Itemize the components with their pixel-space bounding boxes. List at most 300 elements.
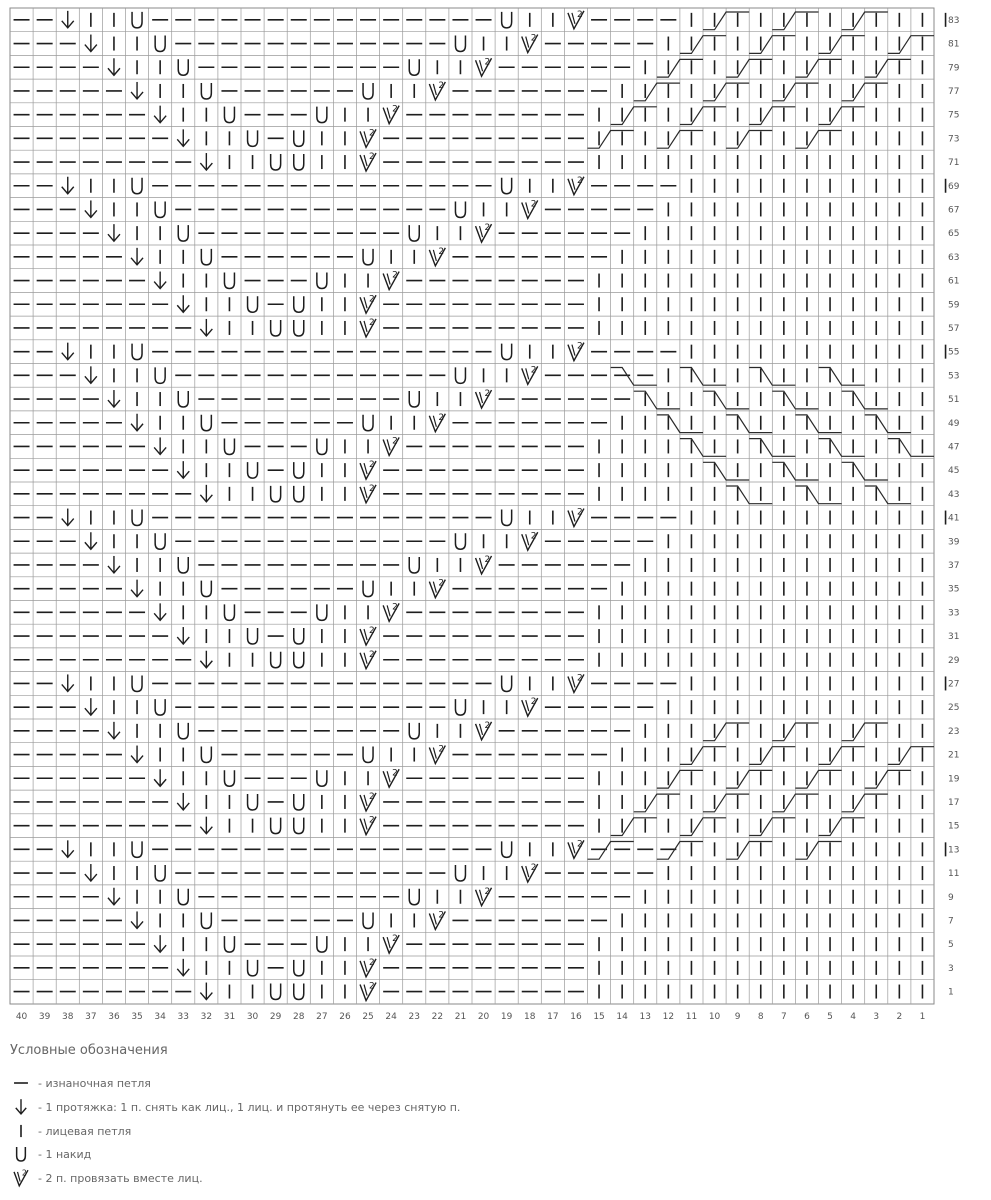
row-number: 53 bbox=[948, 371, 960, 382]
column-number: 13 bbox=[639, 1012, 651, 1022]
row-number: 1 bbox=[948, 987, 954, 998]
column-number: 7 bbox=[780, 1012, 787, 1022]
stitch-yarn-over bbox=[201, 581, 211, 597]
stitch-yarn-over bbox=[409, 59, 419, 75]
row-number: 21 bbox=[948, 750, 960, 761]
svg-text:2: 2 bbox=[369, 815, 375, 826]
stitch-yarn-over bbox=[248, 462, 258, 478]
stitch-yarn-over bbox=[224, 438, 234, 454]
stitch-k2tog bbox=[568, 839, 584, 858]
stitch-slip-pass bbox=[200, 817, 212, 834]
column-number: 12 bbox=[662, 1012, 675, 1022]
row-number: 3 bbox=[948, 963, 954, 974]
stitch-yarn-over bbox=[271, 818, 281, 834]
column-number: 34 bbox=[154, 1012, 166, 1022]
stitch-slip-pass bbox=[85, 200, 97, 217]
row-number: 39 bbox=[948, 537, 960, 548]
legend-item-purl bbox=[10, 1072, 151, 1094]
chart-symbols bbox=[14, 10, 946, 1001]
stitch-k2tog bbox=[360, 294, 376, 313]
svg-text:2: 2 bbox=[369, 152, 375, 163]
stitch-slip-pass bbox=[62, 11, 74, 28]
stitch-slip-pass bbox=[108, 722, 120, 739]
stitch-yarn-over bbox=[155, 201, 165, 217]
stitch-yarn-over bbox=[409, 391, 419, 407]
column-number: 23 bbox=[408, 1012, 420, 1022]
stitch-slip-pass bbox=[177, 793, 189, 810]
stitch-k2tog bbox=[360, 460, 376, 479]
stitch-slip-pass bbox=[154, 603, 166, 620]
row-number: 13 bbox=[948, 845, 960, 856]
stitch-yarn-over bbox=[178, 889, 188, 905]
row-number: 23 bbox=[948, 726, 960, 737]
row-number: 71 bbox=[948, 158, 960, 169]
svg-text:2: 2 bbox=[576, 9, 583, 20]
stitch-yarn-over bbox=[132, 344, 142, 360]
legend-text: - 1 протяжка: 1 п. снять как лиц., 1 лиц. и протянуть ее через снятую п. bbox=[38, 1100, 461, 1114]
stitch-yarn-over bbox=[201, 415, 211, 431]
stitch-yarn-over bbox=[201, 747, 211, 763]
stitch-yarn-over bbox=[455, 865, 465, 881]
stitch-yarn-over bbox=[502, 841, 512, 857]
stitch-yarn-over bbox=[363, 249, 373, 265]
stitch-slip-pass bbox=[200, 153, 212, 170]
stitch-yarn-over bbox=[294, 652, 304, 668]
stitch-k2tog bbox=[522, 34, 538, 53]
stitch-slip-pass bbox=[154, 106, 166, 123]
stitch-slip-pass bbox=[154, 437, 166, 454]
stitch-yarn-over bbox=[455, 367, 465, 383]
stitch-yarn-over bbox=[155, 36, 165, 52]
row-number: 77 bbox=[948, 86, 960, 97]
stitch-k2tog bbox=[383, 271, 399, 290]
stitch-k2tog bbox=[383, 105, 399, 124]
row-number: 65 bbox=[948, 229, 960, 240]
row-number: 79 bbox=[948, 63, 960, 74]
column-number: 38 bbox=[62, 1012, 74, 1022]
slip-pass-icon bbox=[10, 1096, 32, 1118]
stitch-yarn-over bbox=[155, 699, 165, 715]
stitch-yarn-over bbox=[248, 960, 258, 976]
column-number: 30 bbox=[246, 1012, 259, 1022]
column-number: 24 bbox=[385, 1012, 397, 1022]
stitch-yarn-over bbox=[294, 628, 304, 644]
stitch-slip-pass bbox=[177, 129, 189, 146]
column-number: 4 bbox=[850, 1012, 857, 1022]
row-number: 73 bbox=[948, 134, 960, 145]
svg-text:2: 2 bbox=[484, 389, 491, 400]
svg-text:2: 2 bbox=[369, 294, 375, 305]
row-number: 45 bbox=[948, 466, 960, 477]
stitch-k2tog bbox=[360, 792, 376, 811]
stitch-yarn-over bbox=[271, 154, 281, 170]
svg-text:2: 2 bbox=[369, 626, 375, 637]
stitch-yarn-over bbox=[224, 936, 234, 952]
row-number: 37 bbox=[948, 560, 960, 571]
stitch-yarn-over bbox=[294, 984, 304, 1000]
svg-text:2: 2 bbox=[438, 246, 445, 257]
stitch-slip-pass bbox=[131, 580, 143, 597]
stitch-slip-pass bbox=[85, 532, 97, 549]
stitch-yarn-over bbox=[132, 12, 142, 28]
row-number: 15 bbox=[948, 821, 960, 832]
stitch-slip-pass bbox=[200, 651, 212, 668]
svg-text:2: 2 bbox=[369, 791, 375, 802]
svg-text:2: 2 bbox=[392, 768, 398, 779]
stitch-k2tog bbox=[360, 982, 376, 1001]
column-number: 31 bbox=[223, 1012, 236, 1022]
column-number: 5 bbox=[827, 1012, 833, 1022]
stitch-yarn-over bbox=[363, 415, 373, 431]
column-number: 25 bbox=[362, 1012, 374, 1022]
column-number: 40 bbox=[15, 1012, 28, 1022]
stitch-yarn-over bbox=[224, 604, 234, 620]
legend-text: - изнаночная петля bbox=[38, 1076, 151, 1090]
stitch-k2tog bbox=[429, 81, 445, 100]
row-number: 31 bbox=[948, 632, 960, 643]
stitch-yarn-over bbox=[132, 510, 142, 526]
row-number: 81 bbox=[948, 39, 960, 50]
stitch-yarn-over bbox=[294, 486, 304, 502]
stitch-yarn-over bbox=[178, 59, 188, 75]
column-number: 14 bbox=[616, 1012, 628, 1022]
stitch-yarn-over bbox=[132, 178, 142, 194]
stitch-slip-pass bbox=[85, 35, 97, 52]
row-number: 75 bbox=[948, 110, 960, 121]
column-number: 1 bbox=[919, 1012, 926, 1022]
svg-text:2: 2 bbox=[530, 365, 537, 376]
stitch-yarn-over bbox=[317, 604, 327, 620]
column-number: 36 bbox=[108, 1012, 120, 1022]
stitch-slip-pass bbox=[200, 485, 212, 502]
stitch-yarn-over bbox=[502, 675, 512, 691]
stitch-yarn-over bbox=[317, 438, 327, 454]
column-number: 17 bbox=[547, 1012, 559, 1022]
svg-text:2: 2 bbox=[438, 80, 445, 91]
stitch-k2tog bbox=[476, 721, 492, 740]
row-number: 25 bbox=[948, 703, 960, 714]
column-number: 3 bbox=[873, 1012, 880, 1022]
row-numbers bbox=[948, 16, 960, 998]
row-number: 67 bbox=[948, 205, 960, 216]
stitch-slip-pass bbox=[85, 366, 97, 383]
stitch-k2tog bbox=[383, 934, 399, 953]
stitch-k2tog bbox=[360, 484, 376, 503]
stitch-yarn-over bbox=[155, 367, 165, 383]
stitch-yarn-over bbox=[178, 723, 188, 739]
stitch-yarn-over bbox=[132, 841, 142, 857]
stitch-slip-pass bbox=[131, 911, 143, 928]
stitch-yarn-over bbox=[248, 628, 258, 644]
stitch-yarn-over bbox=[294, 130, 304, 146]
svg-text:2: 2 bbox=[576, 341, 583, 352]
svg-text:2: 2 bbox=[369, 483, 375, 494]
stitch-yarn-over bbox=[178, 225, 188, 241]
row-number: 59 bbox=[948, 300, 960, 311]
stitch-slip-pass bbox=[85, 864, 97, 881]
svg-text:2: 2 bbox=[530, 697, 537, 708]
row-number: 33 bbox=[948, 608, 960, 619]
stitch-slip-pass bbox=[108, 224, 120, 241]
column-number: 8 bbox=[757, 1012, 764, 1022]
stitch-yarn-over bbox=[178, 557, 188, 573]
stitch-k2tog bbox=[360, 816, 376, 835]
stitch-k2tog bbox=[476, 389, 492, 408]
legend-item-k2tog bbox=[10, 1167, 203, 1189]
stitch-slip-pass bbox=[200, 319, 212, 336]
stitch-yarn-over bbox=[317, 273, 327, 289]
column-number: 27 bbox=[316, 1012, 328, 1022]
svg-text:2: 2 bbox=[369, 128, 375, 139]
stitch-yarn-over bbox=[224, 107, 234, 123]
row-number: 63 bbox=[948, 252, 960, 263]
stitch-yarn-over bbox=[294, 818, 304, 834]
stitch-yarn-over bbox=[409, 557, 419, 573]
stitch-slip-pass bbox=[131, 248, 143, 265]
svg-text:2: 2 bbox=[392, 436, 398, 447]
column-number: 26 bbox=[339, 1012, 351, 1022]
stitch-yarn-over bbox=[317, 936, 327, 952]
stitch-yarn-over bbox=[294, 296, 304, 312]
stitch-yarn-over bbox=[294, 320, 304, 336]
row-number: 27 bbox=[948, 679, 960, 690]
column-number: 9 bbox=[734, 1012, 741, 1022]
svg-text:2: 2 bbox=[530, 863, 537, 874]
column-number: 10 bbox=[708, 1012, 721, 1022]
row-number: 35 bbox=[948, 584, 960, 595]
svg-text:2: 2 bbox=[369, 317, 375, 328]
column-number: 18 bbox=[524, 1012, 536, 1022]
legend-text: - 2 п. провязать вместе лиц. bbox=[38, 1171, 203, 1185]
stitch-yarn-over bbox=[502, 178, 512, 194]
stitch-yarn-over bbox=[455, 201, 465, 217]
stitch-k2tog bbox=[568, 10, 584, 29]
svg-text:2: 2 bbox=[530, 199, 537, 210]
column-number: 35 bbox=[131, 1012, 143, 1022]
row-number: 41 bbox=[948, 513, 960, 524]
stitch-slip-pass bbox=[177, 959, 189, 976]
stitch-yarn-over bbox=[455, 699, 465, 715]
column-number: 20 bbox=[477, 1012, 490, 1022]
stitch-k2tog bbox=[476, 555, 492, 574]
stitch-k2tog bbox=[522, 697, 538, 716]
stitch-yarn-over bbox=[224, 273, 234, 289]
stitch-k2tog bbox=[476, 223, 492, 242]
stitch-slip-pass bbox=[62, 840, 74, 857]
stitch-k2tog bbox=[383, 436, 399, 455]
knit-icon bbox=[10, 1120, 32, 1142]
stitch-slip-pass bbox=[108, 556, 120, 573]
svg-text:2: 2 bbox=[392, 602, 398, 613]
stitch-k2tog bbox=[360, 650, 376, 669]
stitch-yarn-over bbox=[455, 533, 465, 549]
purl-icon bbox=[10, 1072, 32, 1094]
chart-grid bbox=[10, 8, 934, 1003]
stitch-yarn-over bbox=[201, 83, 211, 99]
stitch-k2tog bbox=[476, 57, 492, 76]
stitch-yarn-over bbox=[455, 36, 465, 52]
legend-text: - лицевая петля bbox=[38, 1124, 132, 1138]
stitch-yarn-over bbox=[363, 912, 373, 928]
row-number: 19 bbox=[948, 774, 960, 785]
stitch-yarn-over bbox=[271, 320, 281, 336]
column-number: 11 bbox=[685, 1012, 698, 1022]
row-number: 47 bbox=[948, 442, 960, 453]
column-number: 39 bbox=[38, 1012, 51, 1022]
row-number: 29 bbox=[948, 655, 960, 666]
stitch-k2tog bbox=[568, 176, 584, 195]
column-number: 15 bbox=[593, 1012, 605, 1022]
stitch-yarn-over bbox=[155, 533, 165, 549]
stitch-slip-pass bbox=[154, 769, 166, 786]
row-number: 5 bbox=[948, 940, 954, 951]
stitch-k2tog bbox=[476, 887, 492, 906]
stitch-k2tog bbox=[360, 128, 376, 147]
stitch-slip-pass bbox=[154, 272, 166, 289]
stitch-yarn-over bbox=[502, 510, 512, 526]
column-number: 37 bbox=[85, 1012, 97, 1022]
svg-text:2: 2 bbox=[484, 57, 491, 68]
stitch-yarn-over bbox=[271, 984, 281, 1000]
svg-text:2: 2 bbox=[576, 673, 583, 684]
yarn-over-icon bbox=[10, 1143, 32, 1165]
svg-text:2: 2 bbox=[369, 957, 375, 968]
stitch-yarn-over bbox=[294, 154, 304, 170]
svg-text:2: 2 bbox=[21, 1168, 27, 1178]
stitch-slip-pass bbox=[62, 674, 74, 691]
stitch-slip-pass bbox=[85, 698, 97, 715]
stitch-k2tog bbox=[522, 199, 538, 218]
stitch-yarn-over bbox=[363, 747, 373, 763]
stitch-yarn-over bbox=[178, 391, 188, 407]
row-number: 55 bbox=[948, 347, 960, 358]
column-number: 6 bbox=[804, 1012, 810, 1022]
column-numbers bbox=[16, 1012, 925, 1022]
svg-text:2: 2 bbox=[484, 223, 491, 234]
stitch-yarn-over bbox=[248, 794, 258, 810]
stitch-slip-pass bbox=[108, 58, 120, 75]
stitch-k2tog bbox=[522, 531, 538, 550]
column-number: 2 bbox=[896, 1012, 903, 1022]
row-number: 17 bbox=[948, 797, 960, 808]
stitch-k2tog bbox=[429, 247, 445, 266]
svg-text:2: 2 bbox=[530, 531, 537, 542]
stitch-slip-pass bbox=[108, 888, 120, 905]
legend-title: Условные обозначения bbox=[10, 1043, 168, 1058]
stitch-yarn-over bbox=[271, 652, 281, 668]
svg-text:2: 2 bbox=[438, 412, 445, 423]
svg-text:2: 2 bbox=[369, 649, 375, 660]
stitch-slip-pass bbox=[200, 983, 212, 1000]
svg-text:2: 2 bbox=[438, 744, 445, 755]
stitch-yarn-over bbox=[363, 581, 373, 597]
stitch-yarn-over bbox=[248, 130, 258, 146]
stitch-yarn-over bbox=[271, 486, 281, 502]
stitch-yarn-over bbox=[248, 296, 258, 312]
row-number: 49 bbox=[948, 418, 960, 429]
stitch-slip-pass bbox=[131, 414, 143, 431]
stitch-yarn-over bbox=[294, 794, 304, 810]
svg-text:2: 2 bbox=[576, 507, 583, 518]
stitch-k2tog bbox=[383, 768, 399, 787]
column-number: 22 bbox=[431, 1012, 444, 1022]
stitch-k2tog bbox=[568, 673, 584, 692]
stitch-k2tog bbox=[429, 745, 445, 764]
column-number: 19 bbox=[500, 1012, 513, 1022]
stitch-k2tog bbox=[429, 413, 445, 432]
row-number: 11 bbox=[948, 869, 960, 880]
svg-text:2: 2 bbox=[369, 981, 375, 992]
row-number: 43 bbox=[948, 489, 960, 500]
stitch-k2tog bbox=[360, 958, 376, 977]
row-number: 7 bbox=[948, 916, 954, 927]
svg-text:2: 2 bbox=[484, 886, 491, 897]
stitch-yarn-over bbox=[224, 770, 234, 786]
stitch-yarn-over bbox=[132, 675, 142, 691]
column-number: 32 bbox=[200, 1012, 213, 1022]
stitch-yarn-over bbox=[317, 107, 327, 123]
stitch-slip-pass bbox=[62, 177, 74, 194]
svg-text:2: 2 bbox=[484, 554, 491, 565]
stitch-yarn-over bbox=[317, 770, 327, 786]
svg-text:2: 2 bbox=[392, 270, 398, 281]
svg-text:2: 2 bbox=[392, 934, 398, 945]
stitch-k2tog bbox=[360, 318, 376, 337]
column-number: 28 bbox=[293, 1012, 305, 1022]
legend-text: - 1 накид bbox=[38, 1147, 92, 1161]
stitch-k2tog bbox=[360, 152, 376, 171]
column-number: 16 bbox=[570, 1012, 582, 1022]
legend-item-knit bbox=[10, 1120, 131, 1142]
stitch-k2tog bbox=[522, 863, 538, 882]
stitch-k2tog bbox=[568, 342, 584, 361]
stitch-slip-pass bbox=[131, 746, 143, 763]
stitch-slip-pass bbox=[154, 935, 166, 952]
stitch-yarn-over bbox=[409, 723, 419, 739]
stitch-k2tog bbox=[383, 602, 399, 621]
stitch-yarn-over bbox=[502, 12, 512, 28]
row-number: 61 bbox=[948, 276, 960, 287]
stitch-yarn-over bbox=[409, 225, 419, 241]
stitch-yarn-over bbox=[294, 960, 304, 976]
column-number: 33 bbox=[177, 1012, 189, 1022]
row-number: 51 bbox=[948, 395, 960, 406]
stitch-yarn-over bbox=[409, 889, 419, 905]
stitch-slip-pass bbox=[177, 295, 189, 312]
stitch-yarn-over bbox=[502, 344, 512, 360]
stitch-slip-pass bbox=[62, 509, 74, 526]
stitch-yarn-over bbox=[294, 462, 304, 478]
stitch-slip-pass bbox=[62, 343, 74, 360]
stitch-k2tog bbox=[568, 508, 584, 527]
stitch-k2tog bbox=[360, 626, 376, 645]
row-number: 9 bbox=[948, 892, 954, 903]
stitch-yarn-over bbox=[201, 249, 211, 265]
legend-item-yarn-over bbox=[10, 1143, 91, 1165]
k2tog-icon bbox=[10, 1167, 32, 1189]
svg-text:2: 2 bbox=[530, 33, 537, 44]
svg-text:2: 2 bbox=[576, 175, 583, 186]
svg-text:2: 2 bbox=[576, 839, 583, 850]
row-number: 57 bbox=[948, 323, 960, 334]
column-number: 21 bbox=[454, 1012, 467, 1022]
stitch-yarn-over bbox=[155, 865, 165, 881]
svg-text:2: 2 bbox=[438, 910, 445, 921]
row-number: 69 bbox=[948, 181, 960, 192]
stitch-slip-pass bbox=[108, 390, 120, 407]
svg-text:2: 2 bbox=[369, 460, 375, 471]
svg-text:2: 2 bbox=[392, 104, 398, 115]
